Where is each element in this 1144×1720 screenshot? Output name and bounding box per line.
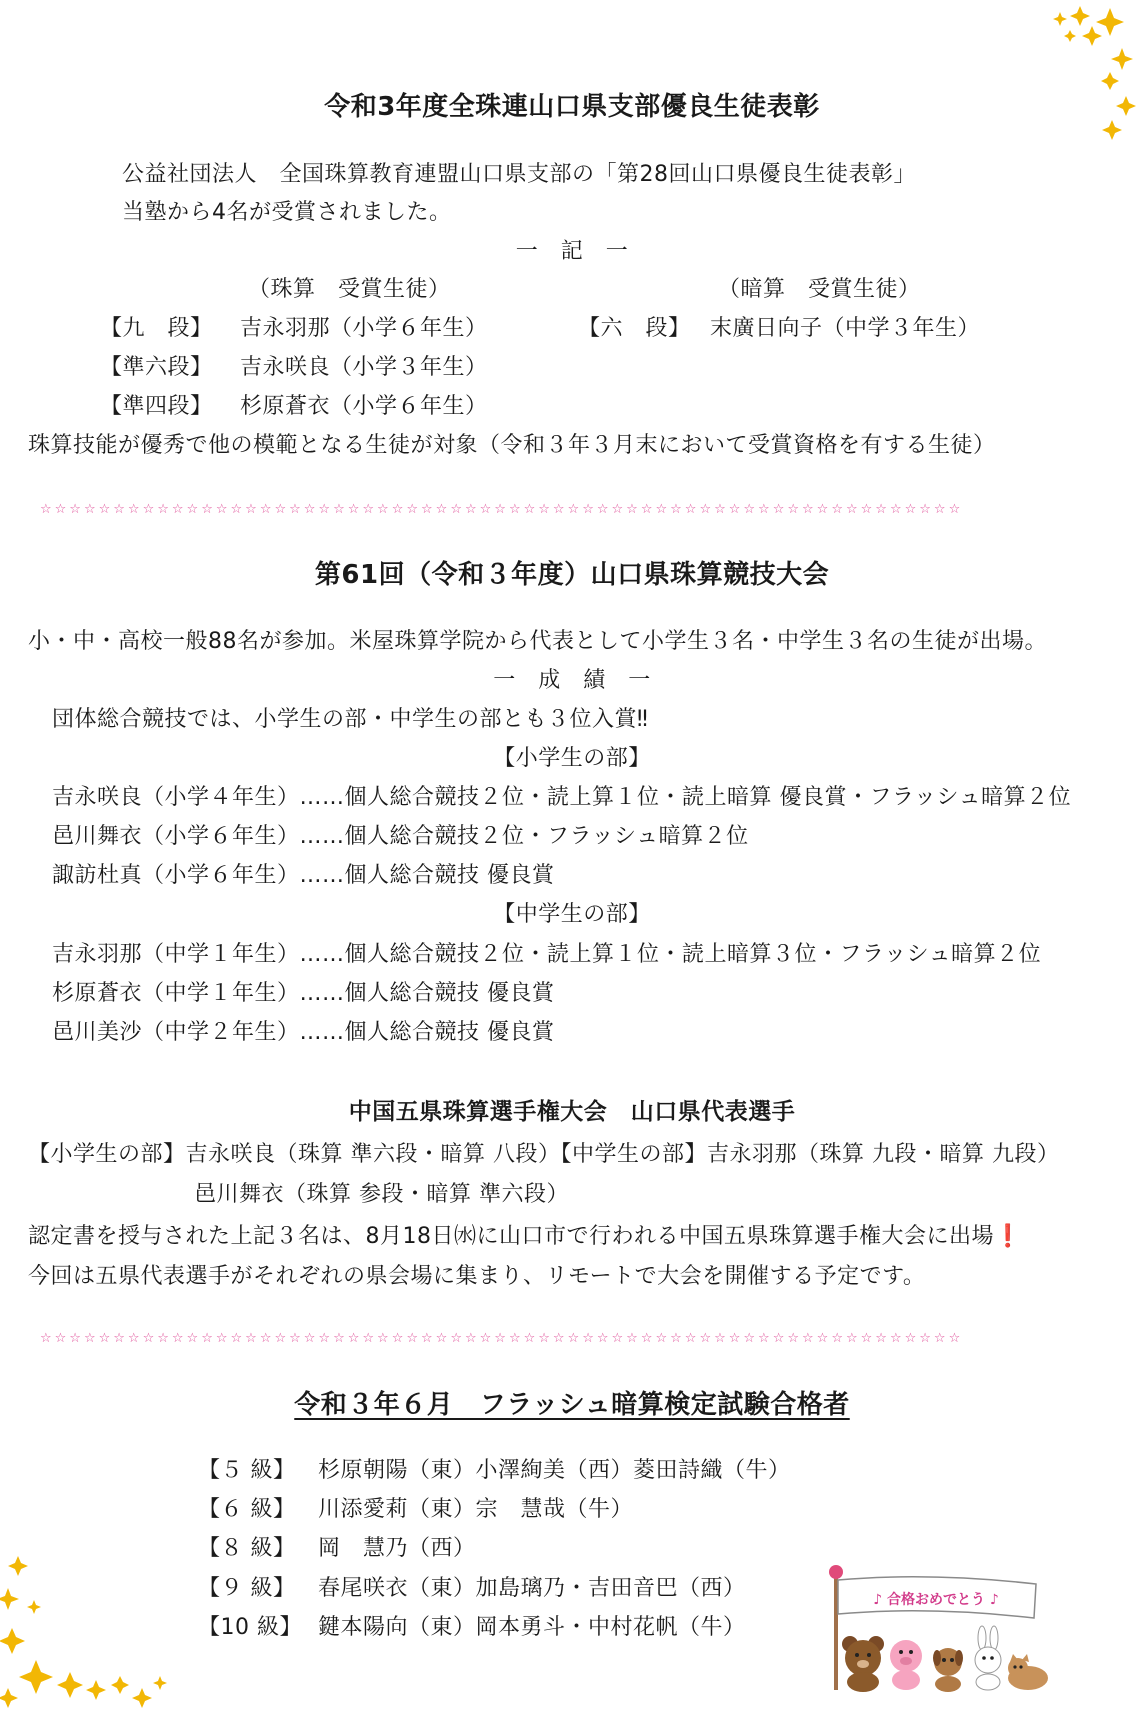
cat-icon (1008, 1654, 1048, 1690)
dog-icon (933, 1648, 963, 1692)
section1-intro-line2: 当塾から4名が受賞されました。 (122, 200, 452, 225)
section1-title: 令和3年度全珠連山口県支部優良生徒表彰 (324, 92, 820, 122)
section2-intro: 小・中・高校一般88名が参加。米屋珠算学院から代表として小学生３名・中学生３名の生徒が出場。 (28, 629, 1047, 654)
banner-text: ♪ 合格おめでとう ♪ (873, 1592, 999, 1608)
congratulations-animals-illustration (818, 1562, 1050, 1692)
bear-icon (842, 1636, 884, 1692)
team-result: 団体総合競技では、小学生の部・中学生の部とも３位入賞‼ (52, 707, 649, 732)
soroban-rank: 【準四段】 (100, 394, 213, 419)
section3-title: 中国五県珠算選手権大会 山口県代表選手 (348, 1099, 796, 1125)
section3-note: 認定書を授与された上記３名は、8月18日㈬に山口市で行われる中国五県珠算選手権大会に出場❗ (28, 1224, 1022, 1249)
result-line: 杉原蒼衣（中学１年生）……個人総合競技 優良賞 (52, 981, 555, 1006)
pig-icon (890, 1640, 922, 1690)
award-eligibility-note: 珠算技能が優秀で他の模範となる生徒が対象（令和３年３月末において受賞資格を有する生徒） (28, 433, 996, 458)
star-divider: ☆☆☆☆☆☆☆☆☆☆☆☆☆☆☆☆☆☆☆☆☆☆☆☆☆☆☆☆☆☆☆☆☆☆☆☆☆☆☆☆☆☆☆☆☆☆☆☆☆☆☆☆☆☆☆☆☆☆☆☆☆☆☆ (40, 502, 964, 517)
section3-note: 今回は五県代表選手がそれぞれの県会場に集まり、リモートで大会を開催する予定です。 (28, 1264, 926, 1289)
rabbit-icon (975, 1626, 1001, 1690)
anzan-rank: 【六 段】 (578, 316, 691, 341)
passers-list: 杉原朝陽（東）小澤絢美（西）菱田詩織（牛） (318, 1458, 791, 1483)
middle-division-heading: 【中学生の部】 (493, 902, 651, 927)
soroban-awardee: 吉永咲良（小学３年生） (240, 355, 488, 380)
representatives-line: 邑川舞衣（珠算 参段・暗算 準六段） (194, 1182, 569, 1207)
animals-banner-icon (818, 1562, 1050, 1692)
sparkle-stars-top-right-icon (960, 0, 1140, 160)
grade-label: 【８ 級】 (198, 1536, 296, 1561)
grade-label: 【６ 級】 (198, 1497, 296, 1522)
elementary-division-heading: 【小学生の部】 (493, 746, 651, 771)
section1-intro-line1: 公益社団法人 全国珠算教育連盟山口県支部の「第28回山口県優良生徒表彰」 (122, 162, 916, 187)
seiseki-heading: 一 成 績 一 (493, 668, 651, 693)
result-line: 吉永咲良（小学４年生）……個人総合競技２位・読上算１位・読上暗算 優良賞・フラッシュ暗算２位 (52, 785, 1072, 810)
section4-title: 令和３年６月 フラッシュ暗算検定試験合格者 (294, 1390, 850, 1420)
result-line: 邑川舞衣（小学６年生）……個人総合競技２位・フラッシュ暗算２位 (52, 824, 749, 849)
passers-list: 川添愛莉（東）宗 慧哉（牛） (318, 1497, 634, 1522)
anzan-awardees-heading: （暗算 受賞生徒） (718, 277, 921, 302)
soroban-awardee: 吉永羽那（小学６年生） (240, 316, 488, 341)
star-divider: ☆☆☆☆☆☆☆☆☆☆☆☆☆☆☆☆☆☆☆☆☆☆☆☆☆☆☆☆☆☆☆☆☆☆☆☆☆☆☆☆☆☆☆☆☆☆☆☆☆☆☆☆☆☆☆☆☆☆☆☆☆☆☆ (40, 1331, 964, 1346)
result-line: 邑川美沙（中学２年生）……個人総合競技 優良賞 (52, 1020, 555, 1045)
passers-list: 鍵本陽向（東）岡本勇斗・中村花帆（牛） (318, 1615, 746, 1640)
section2-title: 第61回（令和３年度）山口県珠算競技大会 (314, 560, 830, 590)
soroban-awardees-heading: （珠算 受賞生徒） (248, 277, 451, 302)
grade-label: 【10 級】 (198, 1615, 302, 1640)
sparkle-stars-bottom-left-icon (0, 1548, 180, 1718)
passers-list: 春尾咲衣（東）加島璃乃・吉田音巴（西） (318, 1576, 746, 1601)
soroban-rank: 【九 段】 (100, 316, 213, 341)
grade-label: 【５ 級】 (198, 1458, 296, 1483)
soroban-rank: 【準六段】 (100, 355, 213, 380)
passers-list: 岡 慧乃（西） (318, 1536, 476, 1561)
grade-label: 【９ 級】 (198, 1576, 296, 1601)
representatives-line: 【小学生の部】吉永咲良（珠算 準六段・暗算 八段）【中学生の部】吉永羽那（珠算 九段・暗算 九段） (28, 1142, 1060, 1167)
ki-heading: 一 記 一 (515, 239, 629, 264)
anzan-awardee: 末廣日向子（中学３年生） (710, 316, 981, 341)
soroban-awardee: 杉原蒼衣（小学６年生） (240, 394, 488, 419)
result-line: 諏訪杜真（小学６年生）……個人総合競技 優良賞 (52, 863, 555, 888)
result-line: 吉永羽那（中学１年生）……個人総合競技２位・読上算１位・読上暗算３位・フラッシュ暗算２位 (52, 942, 1042, 967)
